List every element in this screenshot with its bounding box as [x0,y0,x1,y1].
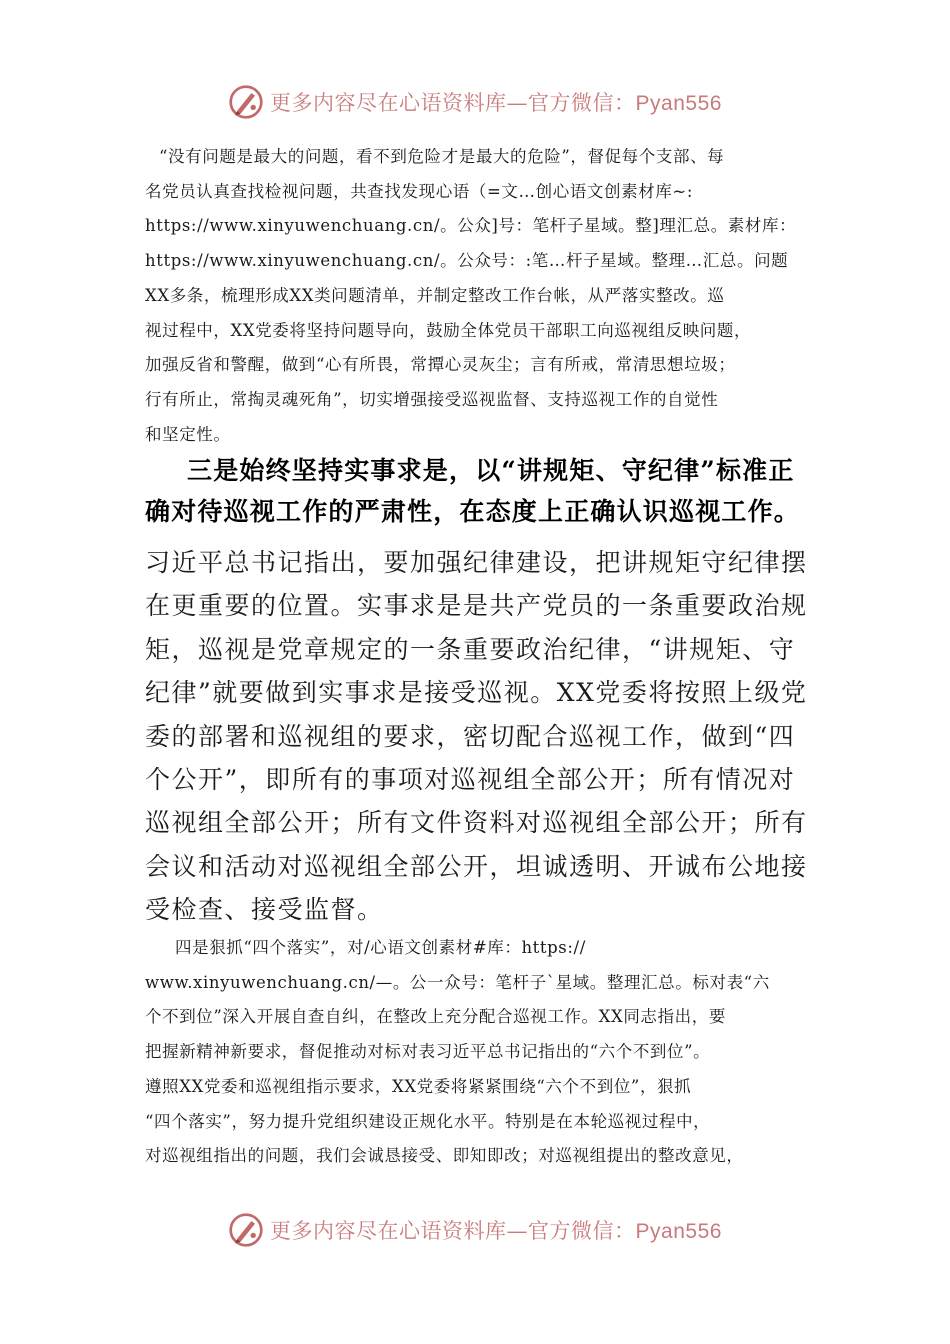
text-line: 矩，巡视是党章规定的一条重要政治纪律，“讲规矩、守 [145,634,796,664]
paragraph-3 [145,541,815,932]
banner-wechat-id: Pyan556 [635,92,722,115]
banner-text [270,1215,722,1245]
text-line: 行有所止，常掏灵魂死角”，切实增强接受巡视监督、支持巡视工作的自觉性 [145,389,719,409]
text-line: 名党员认真查找检视问题，共查找发现心语（=文…创心语文创素材库~: [145,181,694,201]
section-heading [145,450,815,532]
text-line: “四个落实”，努力提升党组织建设正规化水平。特别是在本轮巡视过程中， [145,1111,711,1131]
text-line: 会议和活动对巡视组全部公开，坦诚透明、开诚布公地接 [145,851,808,881]
text-line: https://www.xinyuwenchuang.cn/。公众号：:笔…杆子星域。整理…汇总。问题 [145,251,789,271]
paragraph-4 [145,931,815,1174]
pen-logo-icon [228,84,264,120]
text-line: 视过程中，XX党委将坚持问题导向，鼓励全体党员干部职工向巡视组反映问题， [145,320,752,340]
banner-label: 更多内容尽在心语资料库—官方微信： [270,1219,636,1243]
text-line: 习近平总书记指出，要加强纪律建设，把讲规矩守纪律摆 [145,548,808,577]
banner-text [270,87,722,117]
text-line: 四是狠抓“四个落实”，对/心语文创素材#库：https:// [175,938,586,957]
text-line: https://www.xinyuwenchuang.cn/。公众]号：笔杆子星域。整]理汇总。素材库： [145,216,797,236]
text-line: 对巡视组指出的问题，我们会诚恳接受、即知即改；对巡视组提出的整改意见， [145,1146,744,1166]
heading-line: 三是始终坚持实事求是，以“讲规矩、守纪律”标准正 [187,456,795,485]
text-line: 受检查、接受监督。 [145,895,384,925]
text-line: XX多条，梳理形成XX类问题清单，并制定整改工作台帐，从严落实整改。巡 [145,285,725,305]
text-line: 纪律”就要做到实事求是接受巡视。XX党委将按照上级党 [145,678,808,708]
text-line: 个公开”，即所有的事项对巡视组全部公开；所有情况对 [145,765,796,795]
text-line: 巡视组全部公开；所有文件资料对巡视组全部公开；所有 [145,808,808,838]
text-line: 遵照XX党委和巡视组指示要求，XX党委将紧紧围绕“六个不到位”，狠抓 [145,1076,692,1096]
paragraph-1 [145,140,815,452]
text-line: 和坚定性。 [145,424,231,444]
footer-banner [0,1210,950,1250]
heading-line: 确对待巡视工作的严肃性，在态度上正确认识巡视工作。 [145,497,801,526]
banner-label: 更多内容尽在心语资料库—官方微信： [270,91,636,115]
text-line: 把握新精神新要求，督促推动对标对表习近平总书记指出的“六个不到位”。 [145,1042,711,1062]
text-line: 委的部署和巡视组的要求，密切配合巡视工作，做到“四 [145,721,796,751]
text-line: 加强反省和警醒，做到“心有所畏，常撢心灵灰尘；言有所戒，常清思想垃圾； [145,355,736,375]
header-banner [0,82,950,122]
text-line: www.xinyuwenchuang.cn/—。公一众号：笔杆子`星域。整理汇总。标对表“六 [145,972,770,992]
banner-wechat-id: Pyan556 [635,1220,722,1243]
text-line: “没有问题是最大的问题，看不到危险才是最大的危险”，督促每个支部、每 [159,147,725,166]
text-line: 个不到位”深入开展自查自纠，在整改上充分配合巡视工作。XX同志指出，要 [145,1007,726,1027]
pen-logo-icon [228,1212,264,1248]
text-line: 在更重要的位置。实事求是是共产党员的一条重要政治规 [145,591,808,621]
